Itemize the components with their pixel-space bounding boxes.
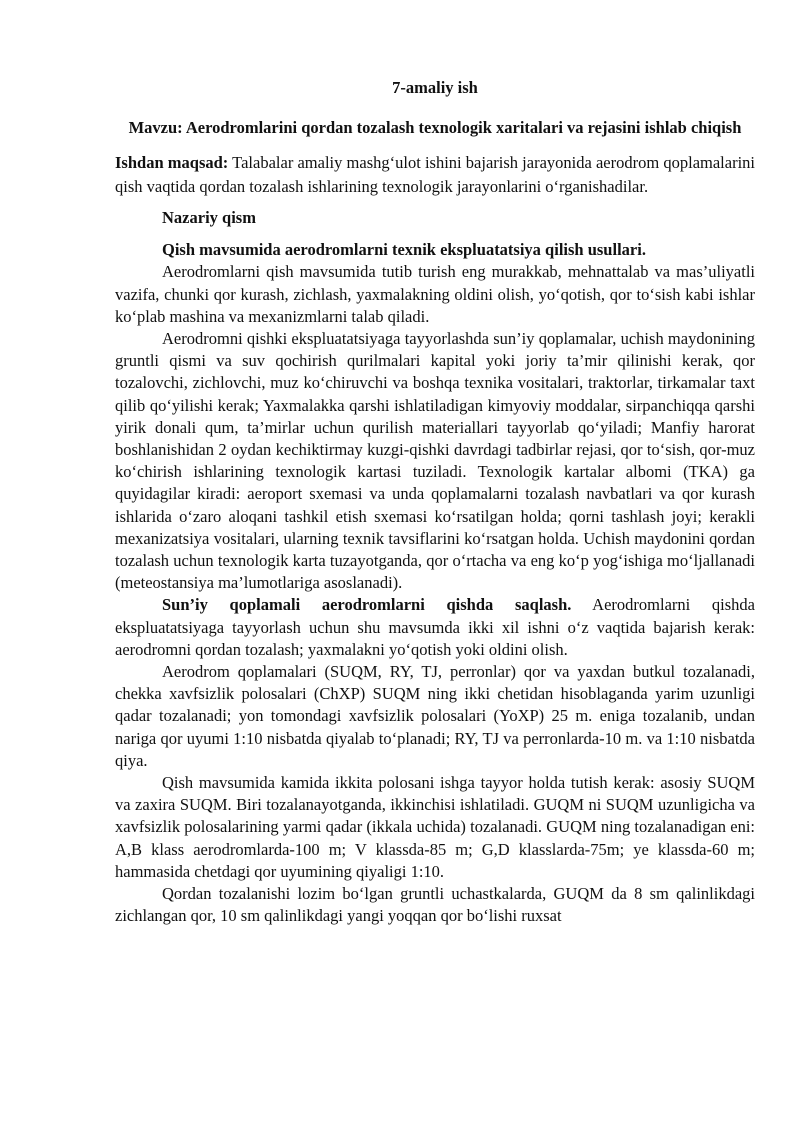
goal-text: Talabalar amaliy mashg‘ulot ishini bajarish jarayonida aerodrom qoplamalarini qish vaqtida qordan tozalash ishlarining texnologik jarayonlarini o‘rganishadilar. — [115, 153, 756, 196]
paragraph-6: Qordan tozalanishi lozim bo‘lgan gruntli uchastkalarda, GUQM da 8 sm qalinlikdagi zichlangan qor, 10 sm qalinlikdagi yangi yoqqan qor bo‘lishi ruxsat — [115, 884, 755, 926]
paragraph-3 — [115, 594, 755, 661]
subsection-heading: Qish mavsumida aerodromlarni texnik ekspluatatsiya qilish usullari. — [162, 240, 646, 260]
document-page — [115, 72, 755, 928]
paragraph-1: Aerodromlarni qish mavsumida tutib turish eng murakkab, mehnattalab va mas’uliyatli vazifa, chunki qor kurash, zichlash, yaxmalakning oldini olish, yo‘qotish, qor to‘sish kabi ishlar ko‘plab mashina va mexanizmlarni talab qiladi. — [115, 262, 755, 326]
paragraph-3-text: Aerodromlarni qishda ekspluatatsiyaga tayyorlash uchun shu mavsumda ikki xil ishni o‘z vaqtida bajarish kerak: aerodromni qordan tozalash; yaxmalakni yo‘qotish yoki oldini olish. — [115, 595, 755, 659]
paragraph-2: Aerodromni qishki ekspluatatsiyaga tayyorlashda sun’iy qoplamalar, uchish maydonining gruntli qismi va suv qochirish qurilmalari kapital yoki joriy ta’mir qilinishi kerak, qor tozalovchi, zichlovchi, muz ko‘chiruvchi va boshqa texnika vositalari, traktorlar, tirkamalar taxt qilib qo‘yilishi kerak; Yaxmalakka qarshi ishlatiladigan kimyoviy moddalar, sirpanchiqqa qarshi yirik donali qum, ta’mirlar uchun qurilish materiallari tayyorlab qo‘yiladi; Manfiy harorat boshlanishidan 2 oydan kechiktirmay kuzgi-qishki davrdagi tadbirlar rejasi, qor to‘sish, qor-muz ko‘chirish ishlarining texnologik kartasi tuziladi. Texnologik kartalar albomi (TKA) ga quyidagilar kiradi: aeroport sxemasi va unda qoplamalarni tozalash navbatlari va qor kurash ishlarida o‘zaro aloqani tashkil etish sxemasi ko‘rsatilgan holda; qorni tashlash joyi; kerakli mexanizatsiya vositalari, ularning texnik tavsiflarini ko‘rsatgan holda. Uchish maydonini qordan tozalash uchun texnologik karta tuzayotganda, qor o‘rtacha va eng ko‘p yog‘ishiga mo‘ljallanadi (meteostansiya ma’lumotlariga asoslanadi). — [115, 329, 755, 593]
section-heading: Nazariy qism — [162, 208, 256, 227]
goal-label: Ishdan maqsad: — [115, 153, 229, 172]
topic-heading: Mavzu: Aerodromlarini qordan tozalash texnologik xaritalari va rejasini ishlab chiqish — [128, 118, 742, 137]
paragraph-5: Qish mavsumida kamida ikkita polosani ishga tayyor holda tutish kerak: asosiy SUQM va zaxira SUQM. Biri tozalanayotganda, ikkinchisi ishlatiladi. GUQM ni SUQM uzunligicha va xavfsizlik polosalarining yarmi qadar (ikkala uchida) tozalanadi. GUQM ning tozalanadigan eni: A,B klass aerodromlarda-100 m; V klassda-85 m; G,D klasslarda-75m; ye klassda-60 m; hammasida chetdagi qor uyumining qiyaligi 1:10. — [115, 773, 755, 881]
paragraph-4: Aerodrom qoplamalari (SUQM, RY, TJ, perronlar) qor va yaxdan butkul tozalanadi, chekka xavfsizlik polosalari (ChXP) SUQM ning ikki chetidan hisoblaganda yarim uzunligi qadar tozalanadi; yon tomondagi xavfsizlik polosalari (YoXP) 25 m. eniga tozalanib, undan nariga qor uyumi 1:10 nisbatda qiyalab to‘planadi; RY, TJ va perronlarda-10 m. va 1:10 nisbatda qiya. — [115, 662, 755, 770]
goal-paragraph — [115, 151, 755, 199]
paragraph-3-heading: Sun’iy qoplamali aerodromlarni qishda saqlash. — [162, 595, 572, 615]
page-title: 7-amaliy ish — [392, 78, 478, 97]
